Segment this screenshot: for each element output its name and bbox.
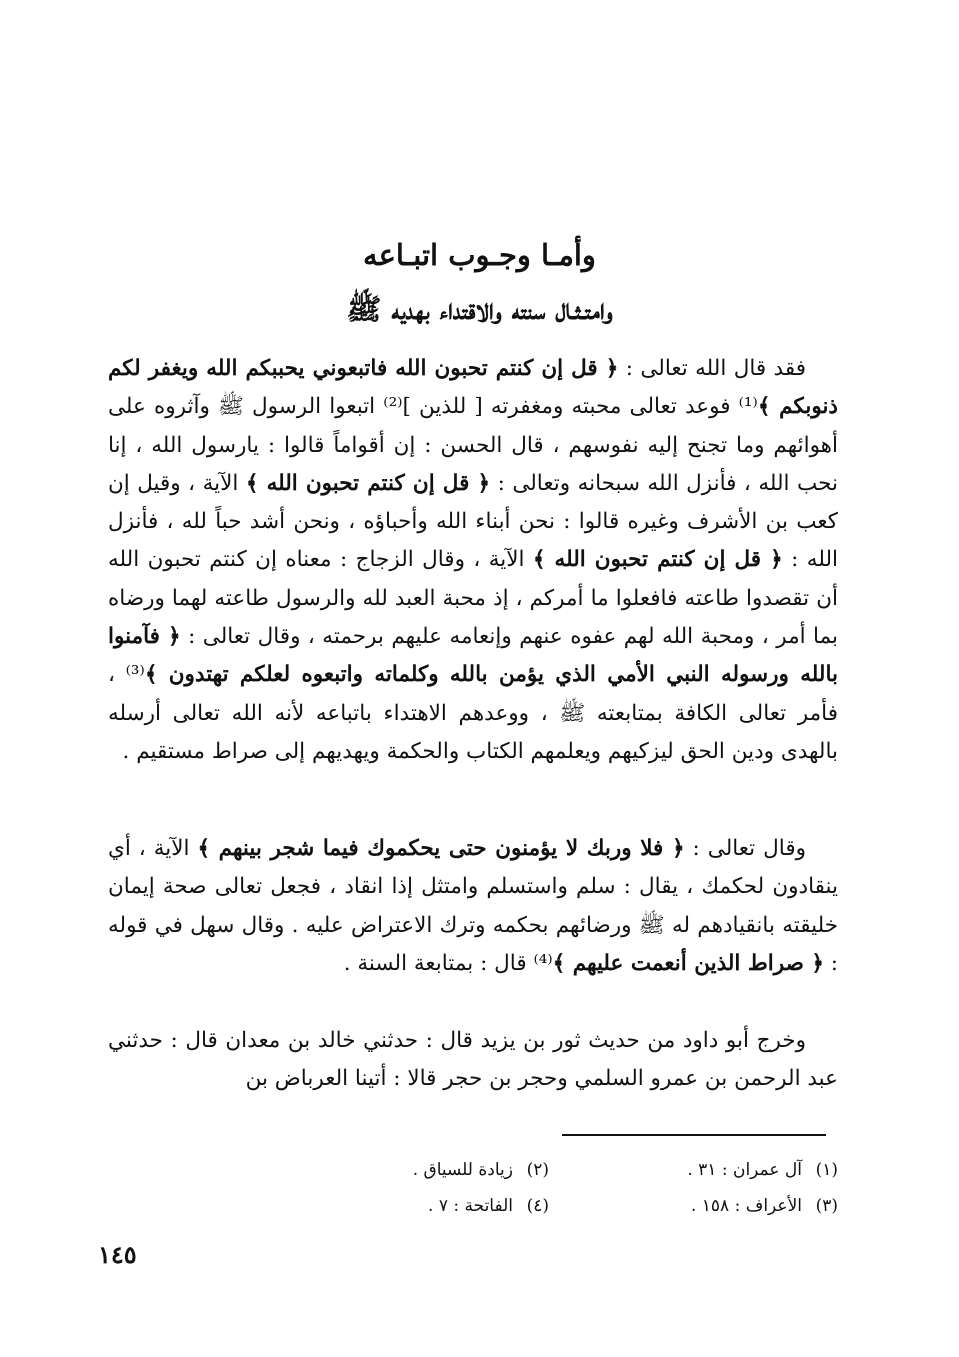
text-run: الآية ، أي ينقادون لحكمك ، يقال : سلم واستسلم وامتثل إذا انقاد ، فجعل تعالى صحة إيمان خليقته بانقيادهم له ﷺ ورضائهم بحكمه وترك الاعتراض عليه . وقال سهل في قوله :	[108, 836, 838, 976]
text-run: وقال تعالى :	[684, 836, 806, 861]
quran-verse: ﴿ فآمنوا بالله ورسوله النبي الأمي الذي يؤمن بالله وكلماته واتبعوه لعلكم تهتدون ﴾	[108, 624, 839, 688]
text-run: وخرج أبو داود من حديث ثور بن يزيد قال : حدثني خالد بن معدان قال : حدثني عبد الرحمن بن عمرو السلمي وحجر بن حجر قالا : أتينا العرباض بن	[108, 1028, 838, 1092]
text-run: فقد قال الله تعالى :	[618, 356, 806, 381]
footnotes	[260, 1152, 838, 1224]
footnote-row	[260, 1188, 838, 1224]
section-heading	[0, 228, 959, 336]
footnote-4	[260, 1188, 549, 1224]
paragraph-3	[108, 1022, 838, 1099]
footnote-2	[260, 1152, 549, 1188]
footnote-text: زيادة للسياق .	[412, 1160, 513, 1180]
footnote-number: (٢)	[526, 1160, 549, 1180]
quran-verse: ﴿ صراط الذين أنعمت عليهم ﴾	[552, 950, 824, 976]
paragraph-2	[108, 830, 838, 983]
footnote-text: آل عمران : ٣١ .	[687, 1160, 802, 1180]
footnote-1	[549, 1152, 838, 1188]
text-run: الآية ، وقيل إن كعب بن الأشرف وغيره قالوا : نحن أبناء الله وأحباؤه ، ونحن أشد حباً لله ، فأنزل الله :	[108, 470, 838, 573]
footnote-number: (٤)	[526, 1196, 549, 1216]
page-number: ١٤٥	[98, 1240, 137, 1269]
quran-verse: ﴿ قل إن كنتم تحبون الله ﴾	[532, 547, 783, 573]
quran-verse: ﴿ قل إن كنتم تحبون الله ﴾	[245, 470, 491, 496]
heading-line-1: وأمـا وجـوب اتبـاعه	[363, 238, 596, 272]
heading-line-2: وامتـثـال سنته والاقتداء بهديه ﷺ	[346, 292, 613, 326]
footnote-separator	[562, 1134, 826, 1136]
footnote-3	[549, 1188, 838, 1224]
quran-verse: ﴿ فلا وربك لا يؤمنون حتى يحكموك فيما شجر بينهم ﴾	[197, 836, 685, 861]
text-run: الآية ، وقال الزجاج : معناه إن كنتم تحبون الله أن تقصدوا طاعته فافعلوا ما أمركم ، إذ محبة العبد لله والرسول طاعته لهما ورضاه بما أمر ، ومحبة الله لهم عفوه عنهم وإنعامه عليهم برحمته ، وقال تعالى :	[108, 547, 839, 650]
paragraph-1	[108, 350, 838, 771]
footnote-text: الأعراف : ١٥٨ .	[690, 1196, 802, 1216]
footnote-row	[260, 1152, 838, 1188]
text-run: ⁽⁴⁾ قال : بمتابعة السنة .	[343, 950, 553, 976]
footnote-text: الفاتحة : ٧ .	[428, 1196, 513, 1216]
text-run: ⁽³⁾ ، فأمر تعالى الكافة بمتابعته ﷺ ، ووعدهم الاهتداء باتباعه لأنه الله تعالى أرسله بالهدى ودين الحق ليزكيهم ويعلمهم الكتاب والحكمة ويهديهم إلى صراط مستقيم .	[108, 662, 838, 764]
footnote-number: (٣)	[815, 1196, 838, 1216]
footnote-number: (١)	[815, 1160, 838, 1180]
text-run: ⁽¹⁾ فوعد تعالى محبته ومغفرته [ للذين ]⁽²⁾ اتبعوا الرسول ﷺ وآثروه على أهوائهم وما تجنح إليه نفوسهم ، قال الحسن : إن أقواماً قالوا : يارسول الله ، إنا نحب الله ، فأنزل الله سبحانه وتعالى :	[108, 394, 838, 496]
quran-verse: ﴿ قل إن كنتم تحبون الله فاتبعوني يحببكم الله ويغفر لكم ذنوبكم ﴾	[108, 356, 839, 420]
